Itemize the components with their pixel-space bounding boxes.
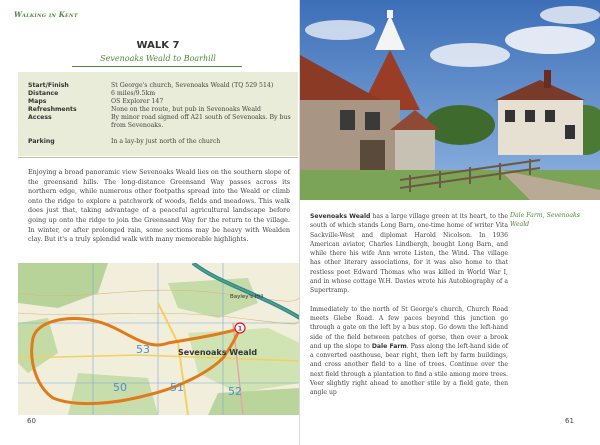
walk-subtitle: Sevenoaks Weald to Boarhill — [100, 54, 216, 63]
map-grid-52: 52 — [228, 385, 242, 398]
paragraph-2-bold: Dale Farm — [371, 342, 407, 350]
title-rule — [72, 66, 242, 67]
walk-info-box — [18, 72, 298, 156]
info-label: Maps — [28, 98, 47, 105]
route-map-svg — [18, 263, 300, 415]
oasthouse-photo — [300, 0, 600, 200]
photo-caption: Dale Farm, Sevenoaks Weald — [510, 212, 580, 228]
info-label: Distance — [28, 90, 59, 97]
info-label: Refreshments — [28, 106, 77, 113]
body-text — [310, 212, 508, 407]
info-value: None on the route, but pub in Sevenoaks Weald — [111, 106, 261, 113]
info-label: Start/Finish — [28, 82, 69, 89]
map-label-hill: Bayley's Hill — [230, 294, 264, 300]
map-grid-53: 53 — [136, 343, 150, 356]
info-label: Parking — [28, 138, 55, 145]
map-label-village: Sevenoaks Weald — [178, 348, 258, 357]
map-start-marker: 1 — [237, 324, 243, 333]
info-value: 6 miles/9.5km — [111, 90, 156, 97]
paragraph-1 — [310, 212, 508, 296]
page-number-left: 60 — [27, 417, 36, 425]
info-value: In a lay-by just north of the church — [111, 138, 221, 145]
paragraph-2-start: Immediately to the north of St George's church, Church Road meets Glebe Road. A few paces beyond this junction go through a gate on the left by a bus stop. Go down the left-hand side of the field between patches of gorse, then over a brook and up the slope to — [310, 305, 508, 350]
oasthouse-photo-svg — [300, 0, 600, 200]
page-number-right: 61 — [565, 417, 574, 425]
paragraph-2 — [310, 305, 508, 398]
intro-text: Enjoying a broad panoramic view Sevenoaks Weald lies on the southern slope of the greensand hills. The long-distance Greensand Way passes across its northern edge, while numerous other footpaths spread into the Weald or climb onto the ridge to explore a patchwork of woods, fields and meadows. This walk does just that, taking advantage of a peaceful agricultural landscape before going up onto the ridge to join the Greensand Way for the return to the village. In winter, or after prolonged rain, some sections may be heavy with Wealden clay. But it's a truly splendid walk with many memorable highlights. — [28, 168, 290, 244]
intro-box — [18, 157, 298, 260]
paragraph-2-end: . Pass along the left-hand side of a converted oasthouse, bear right, then left by farm buildings, and cross another field to a line of trees. Continue over the next field through a plantation to find a stile among more trees. Veer slightly right ahead to another stile by a field gate, then angle up — [310, 342, 508, 397]
paragraph-1-lead: Sevenoaks Weald — [310, 213, 371, 220]
right-page — [300, 0, 600, 445]
walk-title: WALK 7 — [136, 40, 180, 51]
paragraph-1-text: has a large village green at its heart, to the south of which stands Long Barn, one-time home of writer Vita Sackville-West and diplomat Harold Nicolson. In 1936 American aviator, Charles Lindbergh, bought Long Barn, and while there his wife Ann wrote Listen, the Wind. The village has other literary associations, for it was also home to that restless poet Edward Thomas who was killed in World War I, and in whose cottage W.H. Davies wrote his Autobiography of a Supertramp. — [310, 213, 508, 295]
info-label: Access — [28, 114, 52, 121]
map-grid-50: 50 — [113, 381, 127, 394]
route-map — [18, 263, 300, 415]
running-head: Walking in Kent — [14, 10, 78, 19]
info-value: OS Explorer 147 — [111, 98, 164, 105]
map-grid-51: 51 — [170, 381, 184, 394]
info-value: By minor road signed off A21 south of Sevenoaks. By bus from Sevenoaks. — [111, 114, 291, 129]
info-value: St George's church, Sevenoaks Weald (TQ 529 514) — [111, 82, 274, 89]
